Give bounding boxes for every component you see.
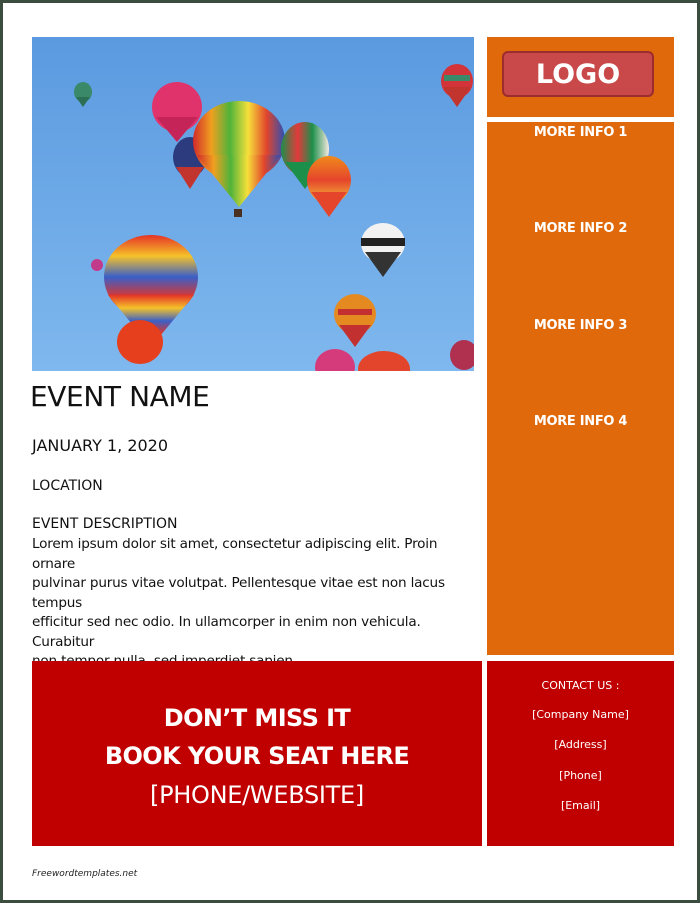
cta-subheadline: BOOK YOUR SEAT HERE [104, 742, 410, 770]
contact-address: [Address] [554, 738, 607, 751]
call-to-action-panel [32, 661, 482, 846]
hot-air-balloons-photo [32, 37, 474, 371]
contact-panel [487, 661, 674, 846]
logo[interactable]: LOGO [502, 51, 654, 97]
cta-phone-website[interactable]: [PHONE/WEBSITE] [150, 781, 364, 809]
more-info-4: MORE INFO 4 [533, 414, 628, 429]
contact-phone[interactable]: [Phone] [559, 769, 602, 782]
more-info-3: MORE INFO 3 [533, 318, 628, 333]
more-info-1: MORE INFO 1 [533, 125, 628, 140]
event-location: LOCATION [32, 478, 103, 494]
logo-panel [487, 37, 674, 117]
event-name: EVENT NAME [30, 380, 210, 413]
contact-email[interactable]: [Email] [560, 799, 601, 812]
contact-company: [Company Name] [532, 708, 629, 721]
footer-credit[interactable]: Freewordtemplates.net [32, 869, 138, 879]
more-info-sidebar [487, 122, 674, 655]
event-date: JANUARY 1, 2020 [32, 436, 169, 455]
contact-title: CONTACT US : [541, 679, 620, 692]
event-description: Lorem ipsum dolor sit amet, consectetur adipiscing elit. Proin ornare pulvinar purus vitae volutpat. Pellentesque vitae est non lacus tempus efficitur sed nec odio. In ullamcorper in enim non vehicula. Curabitur [32, 536, 445, 650]
more-info-2: MORE INFO 2 [533, 221, 628, 236]
event-description-title: EVENT DESCRIPTION [32, 516, 178, 532]
cta-headline: DON’T MISS IT [163, 704, 351, 732]
